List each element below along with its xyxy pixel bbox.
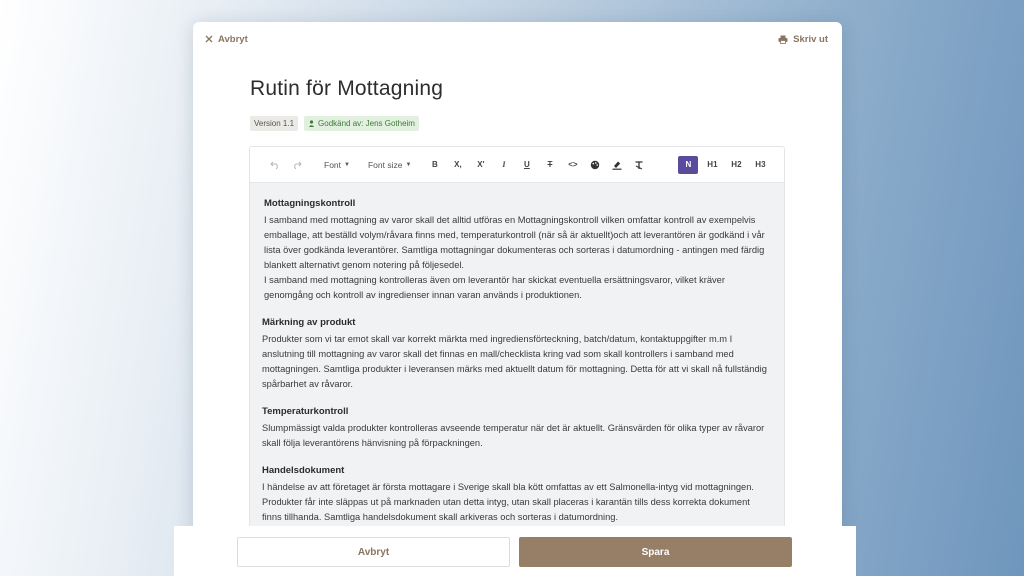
highlighter-icon	[612, 160, 622, 170]
font-dropdown-label: Font	[324, 159, 342, 170]
palette-icon	[590, 160, 600, 170]
text-color-button[interactable]	[586, 156, 604, 174]
close-icon	[205, 35, 213, 43]
font-dropdown[interactable]	[320, 156, 354, 174]
clear-format-button[interactable]	[630, 156, 648, 174]
save-button[interactable]: Spara	[519, 537, 792, 567]
user-check-icon	[308, 120, 315, 127]
italic-button[interactable]: I	[502, 160, 506, 169]
section-paragraph: I samband med mottagning av varor skall det alltid utföras en Mottagningskontroll vilken omfattar kontroll av exempelvis emballage, att beställd volym/råvara finns med, temperaturkontroll (när så är aktuellt)och att leverantören är godkänd i vår lista över godkända leverantörer. Samtliga mottagningar dokumenteras och sorteras i datumordning - antingen med färdig blankett alternativt genom notering på följesedel.	[264, 215, 765, 270]
section-paragraph: Produkter som vi tar emot skall var korrekt märkta med ingrediensförteckning, batch/datum, kontaktuppgifter m.m I anslutning till mottagning av varor skall det finnas en mall/checklista kring vad som skall kontrollers i samband med mottagningen. Samtliga produkter i leveransen märks med aktuellt datum för mottagning. Detta för att vi skall nå fullständig spårbarhet av råvaror.	[262, 334, 767, 389]
section-paragraph: Slumpmässigt valda produkter kontrolleras avseende temperatur när det är aktuellt. Gränsvärden för olika typer av råvaror skall följa leverantörens hänvisning på förpackningen.	[262, 423, 765, 448]
page-title: Rutin för Mottagning	[250, 77, 444, 100]
redo-button[interactable]	[288, 156, 306, 174]
redo-icon	[292, 161, 302, 169]
font-size-dropdown[interactable]	[364, 156, 415, 174]
approved-badge	[304, 116, 419, 131]
document-badges	[250, 116, 419, 131]
document-modal	[193, 22, 842, 576]
approved-label: Godkänd av: Jens Gotheim	[318, 119, 415, 128]
clear-format-icon	[634, 160, 644, 170]
section-heading: Handelsdokument	[262, 465, 345, 476]
editor-toolbar	[250, 147, 784, 183]
strikethrough-button[interactable]: T	[547, 160, 553, 169]
print-label: Skriv ut	[793, 33, 828, 45]
section-heading: Märkning av produkt	[262, 317, 356, 328]
section-paragraph: I samband med mottagning kontrolleras även om leverantör har skickat eventuella ersättningsvaror, vilket kräver genomgång och kontroll av ingredienser innan varan används i produktionen.	[264, 275, 725, 300]
heading-h2-button[interactable]: H2	[731, 160, 742, 169]
underline-button[interactable]: U	[524, 160, 530, 169]
heading-h1-button[interactable]: H1	[707, 160, 718, 169]
printer-icon	[778, 35, 788, 44]
chevron-down-icon: ▼	[344, 161, 350, 168]
section-handelsdokument	[262, 463, 770, 525]
rich-text-editor	[249, 146, 785, 566]
heading-h3-button[interactable]: H3	[755, 160, 766, 169]
highlight-button[interactable]	[608, 156, 626, 174]
print-button[interactable]	[778, 34, 828, 45]
code-button[interactable]: <>	[568, 160, 578, 169]
version-badge: Version 1.1	[250, 116, 298, 131]
font-size-dropdown-label: Font size	[367, 159, 403, 170]
section-paragraph: I händelse av att företaget är första mottagare i Sverige skall bla kött omfattas av ett Salmonella-intyg vid mottagningen. Produkter får inte släppas ut på marknaden utan detta intyg, utan skall placeras i karantän tills dess korrekta dokument finns tillhanda. Samtliga handelsdokument skall arkiveras och sorteras i datumordning.	[262, 482, 754, 522]
section-heading: Mottagningskontroll	[264, 198, 356, 209]
section-temperaturkontroll	[262, 404, 770, 451]
chevron-down-icon: ▼	[405, 161, 412, 168]
modal-topbar	[205, 32, 828, 46]
heading-normal-button[interactable]: N	[678, 156, 698, 174]
editor-content[interactable]	[250, 183, 784, 566]
cancel-button[interactable]: Avbryt	[237, 537, 510, 567]
cancel-link-label: Avbryt	[218, 33, 248, 45]
cancel-link[interactable]	[205, 34, 248, 45]
undo-button[interactable]	[266, 156, 284, 174]
undo-icon	[270, 161, 280, 169]
section-markning	[262, 315, 770, 392]
bold-button[interactable]: B	[432, 160, 438, 169]
superscript-button[interactable]: X'	[477, 160, 485, 169]
section-mottagningskontroll	[262, 196, 770, 303]
section-heading: Temperaturkontroll	[262, 406, 349, 417]
subscript-button[interactable]: X,	[454, 160, 462, 169]
